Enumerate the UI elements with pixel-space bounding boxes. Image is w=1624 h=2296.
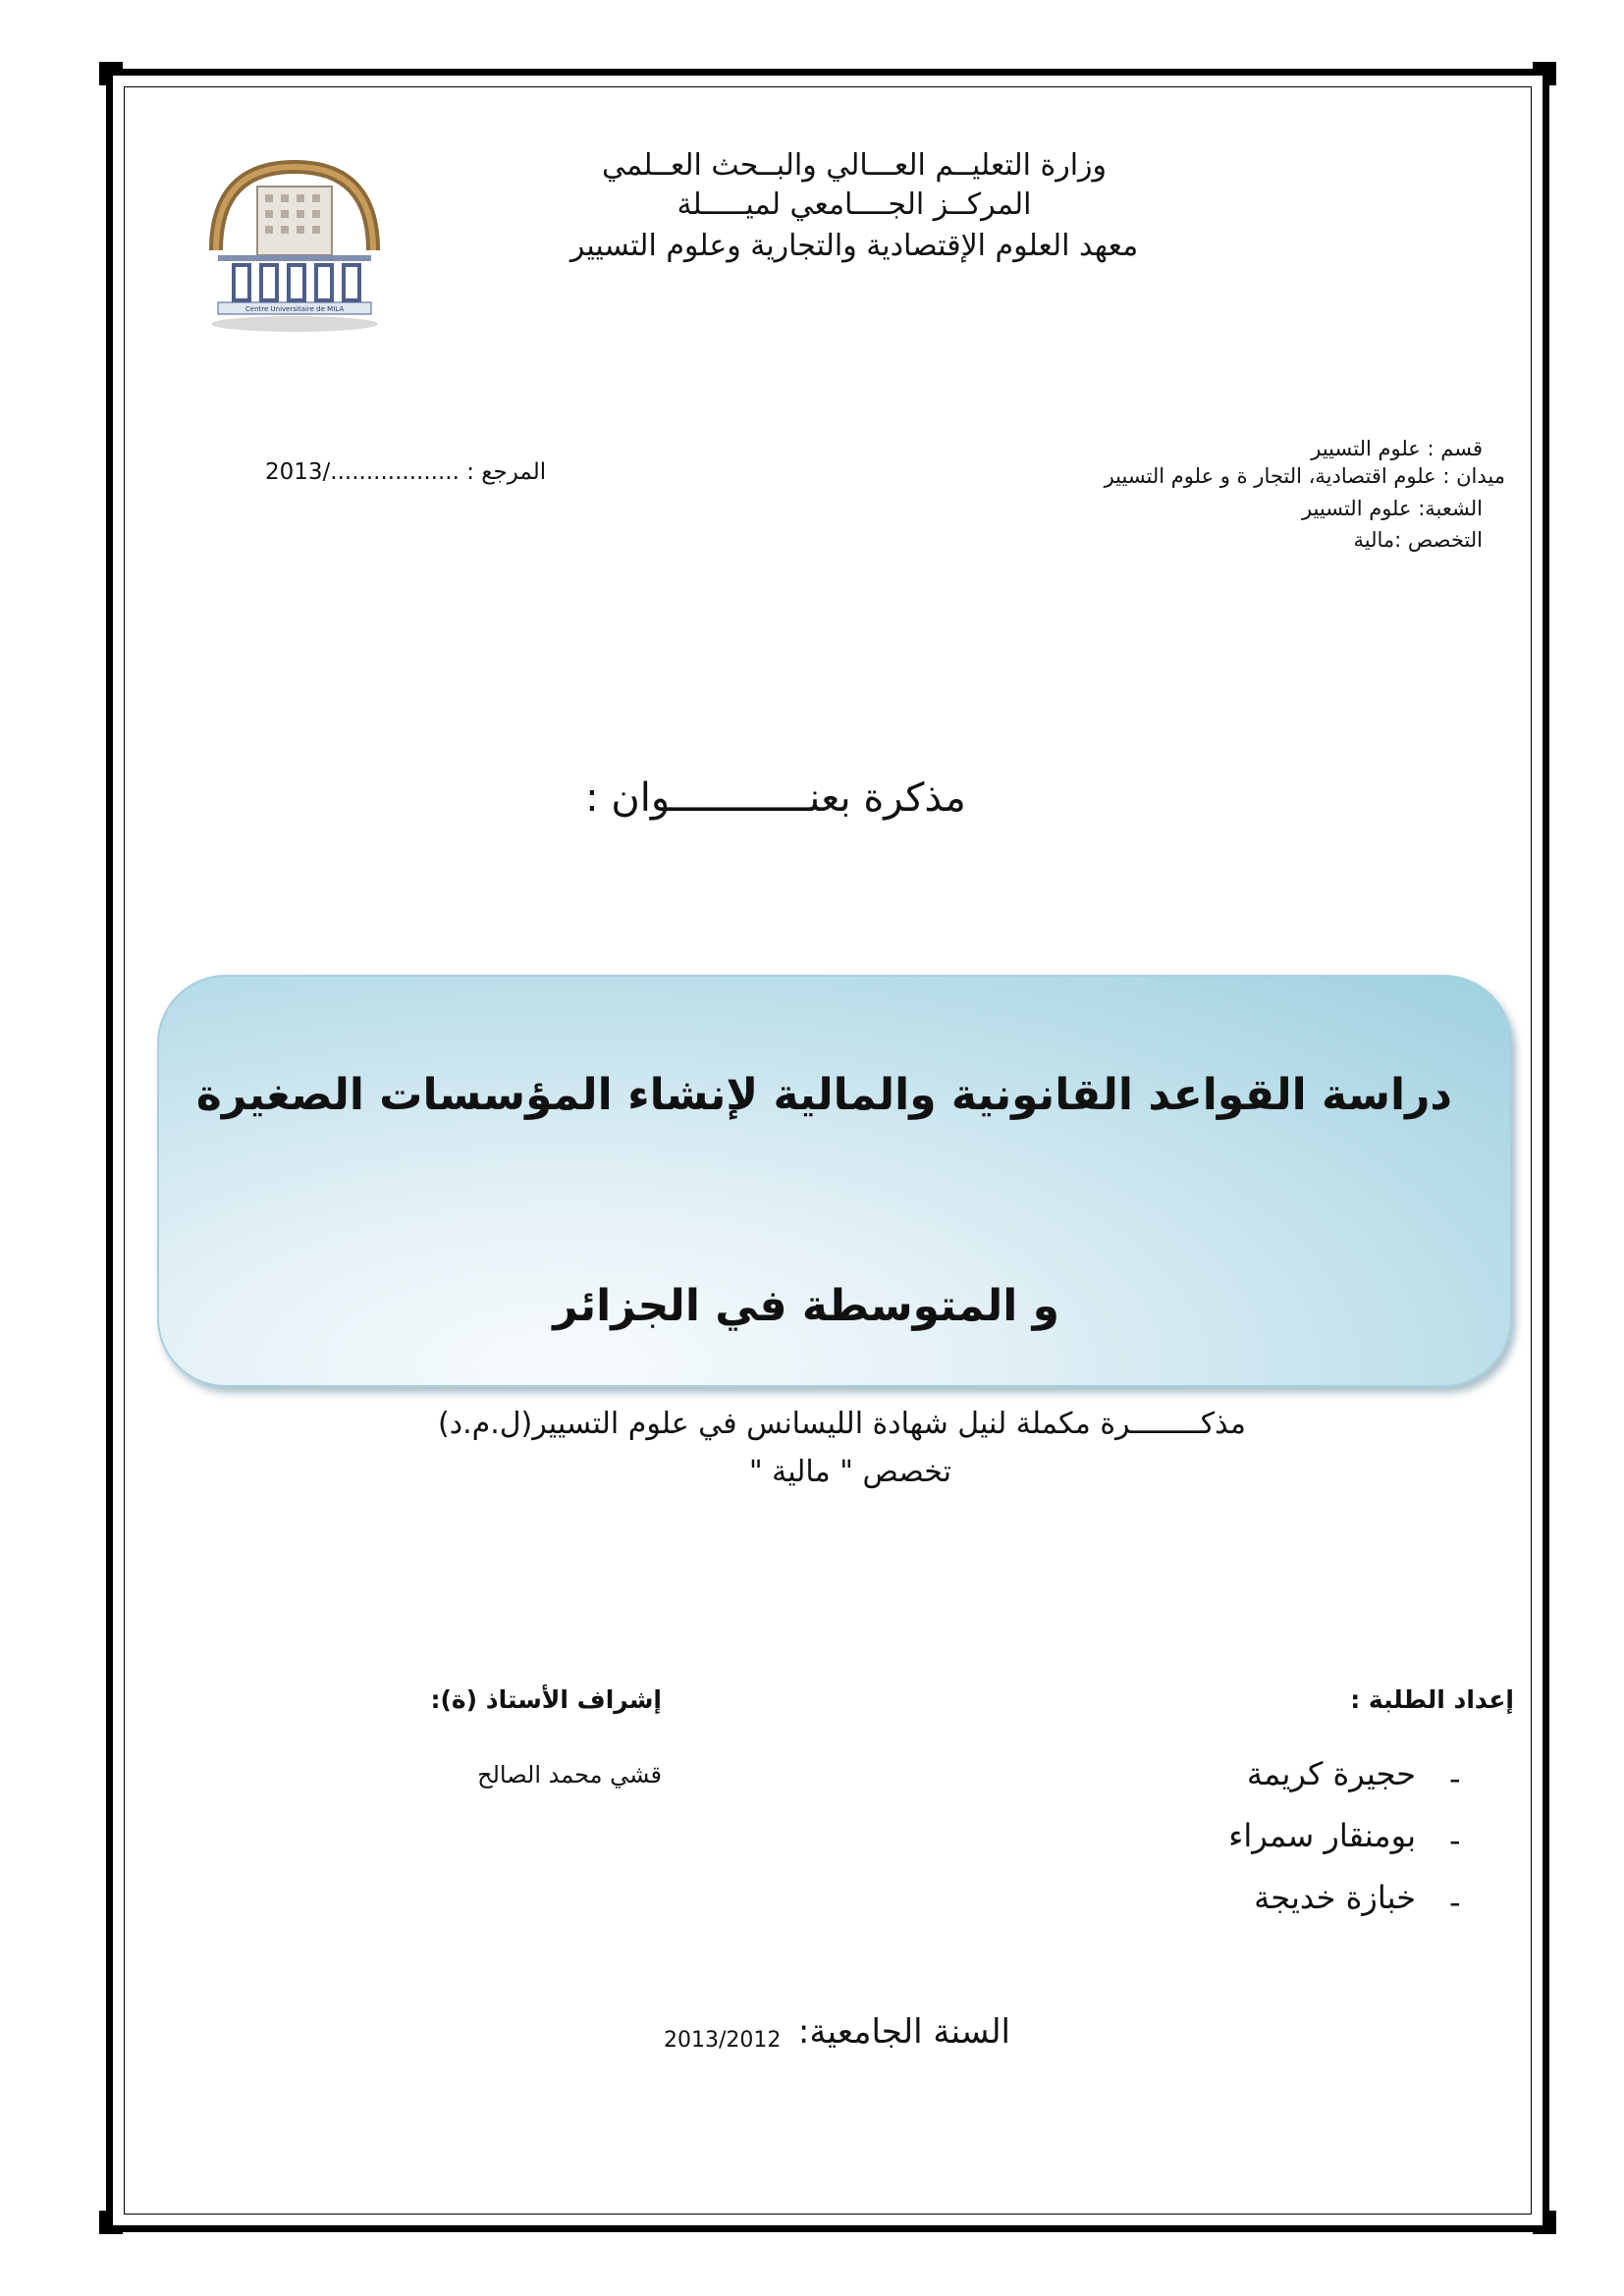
student-2-name: بومنقار سمراء <box>1228 1817 1416 1854</box>
branch-line: الشعبة: علوم التسيير <box>1301 497 1483 520</box>
thesis-title-line-2: و المتوسطة في الجزائر <box>553 1281 1059 1331</box>
border-corner-bottom-left <box>99 2211 123 2234</box>
academic-year-value: 2013/2012 <box>664 2028 782 2053</box>
border-corner-bottom-right <box>1533 2211 1556 2234</box>
department-line: قسم : علوم التسيير <box>1311 437 1483 460</box>
university-logo <box>196 147 393 334</box>
student-3-dash: - <box>1449 1884 1461 1921</box>
student-1-dash: - <box>1449 1760 1461 1797</box>
academic-year-label: السنة الجامعية: <box>797 2012 1010 2052</box>
university-center-name: المركــز الجــــامعي لميـــــلة <box>677 187 1032 222</box>
specialty-subtitle: تخصص " مالية " <box>748 1455 951 1489</box>
thesis-title-line-1: دراسة القواعد القانونية والمالية لإنشاء المؤسسات الصغيرة <box>195 1070 1452 1120</box>
field-line: ميدان : علوم اقتصادية، التجار ة و علوم التسيير <box>1104 464 1505 488</box>
student-3-name: خبازة خديجة <box>1254 1879 1416 1916</box>
supervisor-label: إشراف الأستاذ (ة): <box>430 1685 662 1714</box>
supervisor-name: قشي محمد الصالح <box>477 1761 662 1789</box>
student-2-dash: - <box>1449 1822 1461 1859</box>
degree-subtitle: مذكــــــــرة مكملة لنيل شهادة الليسانس في علوم التسيير(ل.م.د) <box>438 1407 1246 1441</box>
border-corner-top-left <box>99 62 123 85</box>
reference-value: 2013/.................. <box>265 459 460 485</box>
reference-label: المرجع : <box>466 459 547 485</box>
students-label: إعداد الطلبة : <box>1350 1685 1514 1714</box>
logo-caption: Centre Universitaire de MILA <box>244 305 345 313</box>
institute-name: معهد العلوم الإقتصادية والتجارية وعلوم التسيير <box>569 229 1139 263</box>
border-corner-top-right <box>1533 62 1556 85</box>
reference-field <box>265 459 546 485</box>
specialty-line: التخصص :مالية <box>1353 528 1483 552</box>
student-1-name: حجيرة كريمة <box>1246 1755 1416 1792</box>
ministry-name: وزارة التعليــم العـــالي والبــحث العــلمي <box>601 148 1107 183</box>
memo-heading: مذكرة بعنــــــــــــوان : <box>585 775 966 821</box>
